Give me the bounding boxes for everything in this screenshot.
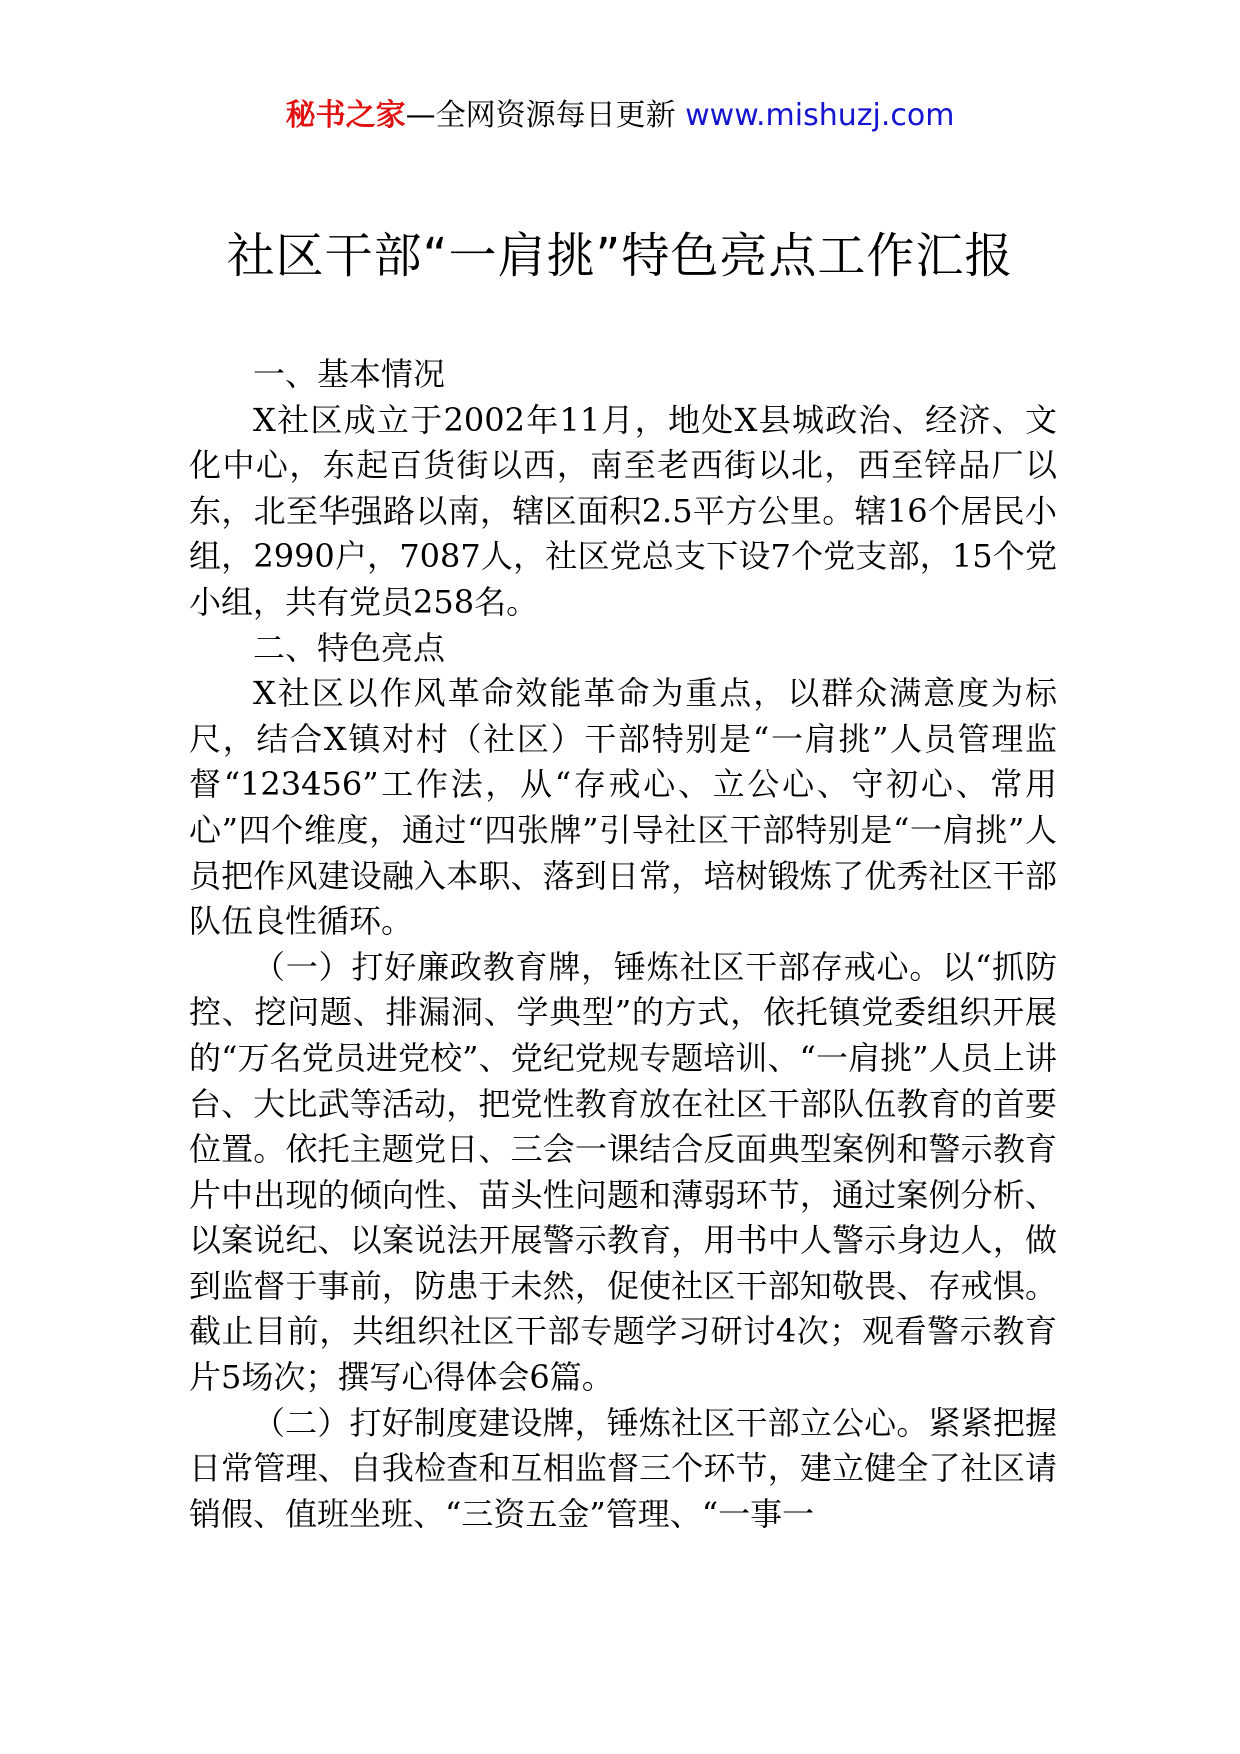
section-heading-highlights: 二、特色亮点 (253, 628, 446, 667)
paragraph-highlights-intro: X社区以作风革命效能革命为重点，以群众满意度为标尺，结合X镇对村（社区）干部特别是“一肩挑”人员管理监督“123456”工作法，从“存戒心、立公心、守初心、常用心”四个维度，通过“四张牌”引导社区干部特别是“一肩挑”人员把作风建设融入本职、落到日常，培树锻炼了优秀社区干部队伍良性循环。 (189, 674, 1057, 941)
site-brand: 秘书之家 (285, 98, 406, 133)
paragraph-integrity-education: （一）打好廉政教育牌，锤炼社区干部存戒心。以“抓防控、挖问题、排漏洞、学典型”的方式，依托镇党委组织开展的“万名党员进党校”、党纪党规专题培训、“一肩挑”人员上讲台、大比武等活动，把党性教育放在社区干部队伍教育的首要位置。依托主题党日、三会一课结合反面典型案例和警示教育片中出现的倾向性、苗头性问题和薄弱环节，通过案例分析、以案说纪、以案说法开展警示教育，用书中人警示身边人，做到监督于事前，防患于未然，促使社区干部知敬畏、存戒惧。截止目前，共组织社区干部专题学习研讨4次；观看警示教育片5场次；撰写心得体会6篇。 (189, 947, 1057, 1397)
section-heading-basic-info: 一、基本情况 (253, 355, 446, 393)
site-tagline: —全网资源每日更新 (405, 98, 676, 133)
document-title: 社区干部“一肩挑”特色亮点工作汇报 (226, 228, 1014, 284)
paragraph-basic-info: X社区成立于2002年11月，地处X县城政治、经济、文化中心，东起百货街以西，南至老西街以北，西至锌品厂以东，北至华强路以南，辖区面积2.5平方公里。辖16个居民小组，2990户，7087人，社区党总支下设7个党支部，15个党小组，共有党员258名。 (189, 400, 1057, 621)
site-header (0, 96, 1240, 136)
paragraph-system-building: （二）打好制度建设牌，锤炼社区干部立公心。紧紧把握日常管理、自我检查和互相监督三个环节，建立健全了社区请销假、值班坐班、“三资五金”管理、“一事一 (189, 1403, 1057, 1533)
site-url-link[interactable]: www.mishuzj.com (685, 98, 955, 133)
document-body (189, 352, 1057, 1537)
